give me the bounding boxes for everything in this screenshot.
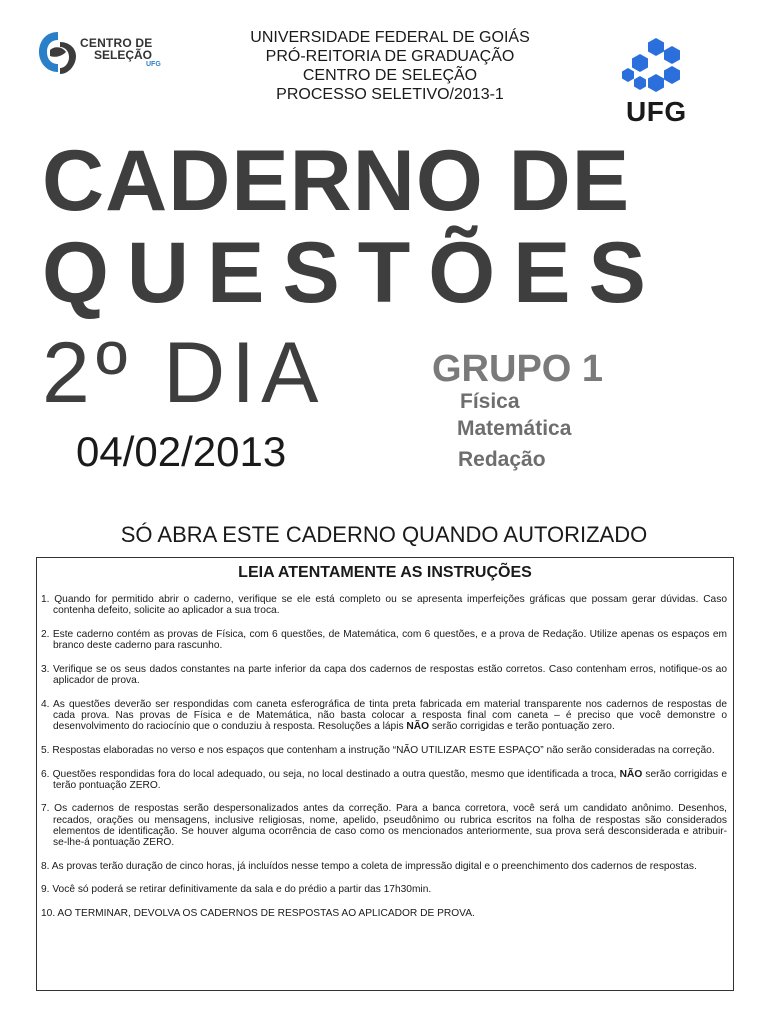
authorization-warning: SÓ ABRA ESTE CADERNO QUANDO AUTORIZADO [120, 522, 648, 547]
instruction-item: 3. Verifique se os seus dados constantes na parte inferior da capa dos cadernos de respostas estão corretos. Caso contenham erros, notifique-os ao aplicador de prova. [41, 663, 727, 687]
instructions-title: LEIA ATENTAMENTE AS INSTRUÇÕES [238, 564, 532, 581]
instruction-item: 2. Este caderno contém as provas de Física, com 6 questões, de Matemática, com 6 questões, e a prova de Redação. Utilize apenas os espaços em branco deste caderno para rascunho. [41, 628, 727, 652]
instructions-box [36, 557, 734, 991]
instruction-item: 5. Respostas elaboradas no verso e nos espaços que contenham a instrução “NÃO UTILIZAR ESTE ESPAÇO” não serão consideradas na correção. [41, 744, 715, 756]
centro-de-selecao-logo [36, 28, 186, 78]
logo-text-centro-de: CENTRO DE [80, 36, 153, 50]
instructions-list [41, 594, 727, 932]
header-line-university: UNIVERSIDADE FEDERAL DE GOIÁS [250, 29, 530, 46]
institution-header [195, 28, 585, 104]
title-questoes: QUESTÕES [42, 225, 664, 321]
instruction-item: 10. AO TERMINAR, DEVOLVA OS CADERNOS DE RESPOSTAS AO APLICADOR DE PROVA. [41, 908, 475, 920]
ufg-logo-text: UFG [626, 96, 687, 127]
instruction-item: 1. Quando for permitido abrir o caderno, verifique se ele está completo ou se apresenta imperfeições gráficas que possam gerar dúvidas. Caso contenha defeito, solicite ao aplicador a sua troca. [41, 594, 727, 617]
instruction-item: 8. As provas terão duração de cinco horas, já incluídos nesse tempo a coleta de impressão digital e o preenchimento dos cadernos de respostas. [41, 860, 697, 872]
logo-text-ufg-small: UFG [146, 61, 161, 68]
group-label: GRUPO 1 [432, 348, 604, 390]
ufg-logo [620, 36, 700, 128]
header-line-pro-reitoria: PRÓ-REITORIA DE GRADUAÇÃO [265, 48, 515, 65]
instruction-item: 7. Os cadernos de respostas serão despersonalizados antes da correção. Para a banca corretora, você será um candidato anônimo. Desenhos, recados, orações ou mensagens, inclusive religiosas, nome, apelido, pseudônimo ou rubrica escritos na folha de respostas são considerados elementos de identificação. Se houver alguma ocorrência de caso como os mencionados anteriormente, sua prova será desconsiderada e atribuir-se-lhe-á pontuação ZERO. [41, 803, 727, 849]
centro-de-selecao-emblem-icon [36, 28, 80, 78]
instruction-item: 6. Questões respondidas fora do local adequado, ou seja, no local destinado a outra questão, mesmo que identificada a troca, NÃO serão corrigidas e terão pontuação ZERO. [41, 768, 727, 791]
header-line-processo: PROCESSO SELETIVO/2013-1 [276, 86, 504, 103]
instruction-item: 9. Você só poderá se retirar definitivamente da sala e do prédio a partir das 17h30min. [41, 884, 432, 896]
header-line-centro: CENTRO DE SELEÇÃO [302, 67, 478, 84]
title-caderno-de: CADERNO DE [42, 133, 631, 229]
subject-fisica: Física [460, 390, 520, 413]
logo-text-selecao: SELEÇÃO [94, 48, 153, 62]
ufg-hexagons-icon [620, 36, 692, 96]
subject-redacao: Redação [458, 448, 546, 471]
instruction-item: 4. As questões deverão ser respondidas com caneta esferográfica de tinta preta fabricada em material transparente nos cadernos de respostas de cada prova. Nas provas de Física e de Matemática, não basta colocar a resposta final com caneta – é preciso que você demonstre o desenvolvimento do raciocínio que o conduziu à resposta. Resoluções a lápis NÃO serão corrigidas e terão pontuação zero. [41, 698, 727, 733]
exam-date: 04/02/2013 [76, 428, 287, 475]
subject-matematica: Matemática [457, 417, 572, 440]
title-segundo-dia: 2º DIA [42, 325, 325, 421]
